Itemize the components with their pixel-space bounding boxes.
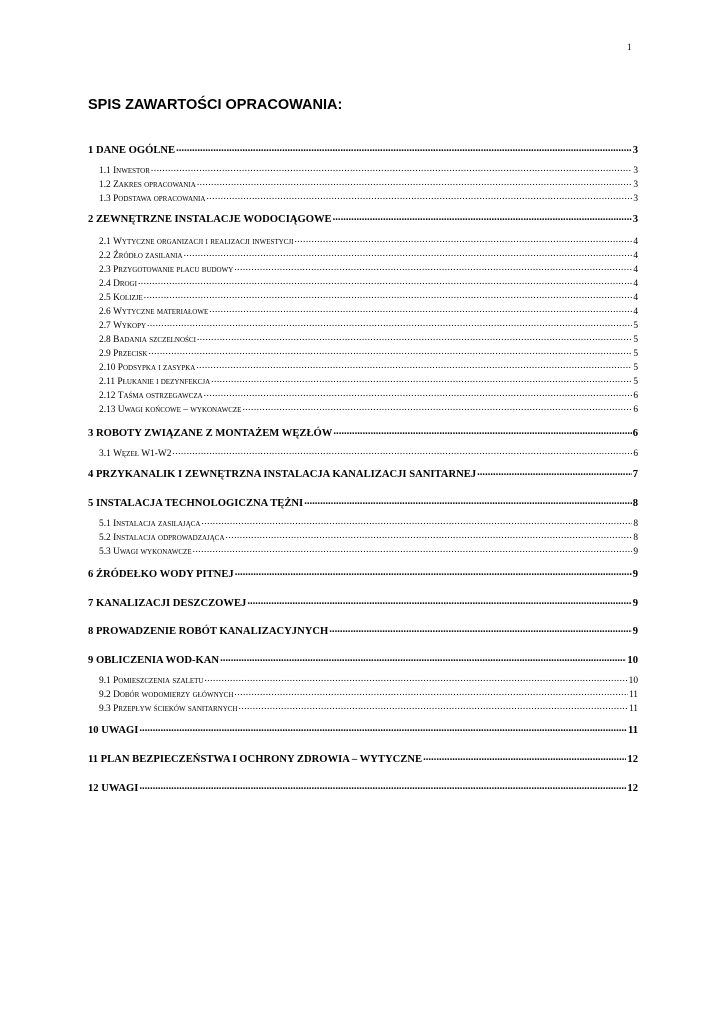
toc-page-number: 11 bbox=[628, 690, 638, 701]
toc-text: INSTALACJA TECHNOLOGICZNA TĘŻNI bbox=[95, 497, 304, 509]
toc-text: Przecisk bbox=[113, 349, 148, 360]
toc-section[interactable] bbox=[88, 722, 638, 736]
toc-leader-dots bbox=[139, 780, 626, 791]
toc-page-number: 6 bbox=[633, 391, 638, 402]
toc-page-number: 12 bbox=[627, 753, 638, 765]
toc-number: 3 bbox=[88, 427, 94, 439]
toc-text: Wytyczne organizacji i realizacji inwestycji bbox=[113, 237, 294, 248]
toc-section[interactable] bbox=[88, 495, 638, 509]
toc-leader-dots bbox=[151, 164, 632, 173]
toc-section[interactable] bbox=[88, 780, 638, 794]
toc-text: Przygotowanie placu budowy bbox=[113, 265, 234, 276]
toc-page-number: 4 bbox=[633, 307, 638, 318]
toc-page-number: 10 bbox=[627, 654, 638, 666]
toc-subsection[interactable] bbox=[99, 333, 638, 345]
toc-page-number: 9 bbox=[633, 547, 638, 558]
toc-number: 5.3 bbox=[99, 547, 111, 558]
toc-text: Dobór wodomierzy głównych bbox=[113, 690, 234, 701]
toc-section[interactable] bbox=[88, 466, 638, 480]
toc-number: 7 bbox=[88, 597, 94, 609]
toc-leader-dots bbox=[204, 674, 627, 683]
toc-page-number: 3 bbox=[633, 166, 638, 177]
toc-leader-dots bbox=[139, 722, 627, 733]
toc-text: DANE OGÓLNE bbox=[95, 144, 176, 156]
toc-text: Zakres opracowania bbox=[113, 180, 196, 191]
toc-page-number: 11 bbox=[628, 704, 638, 715]
toc-number: 9 bbox=[88, 654, 94, 666]
toc-text: PRZYKANALIK I ZEWNĘTRZNA INSTALACJA KANALIZACJI SANITARNEJ bbox=[95, 468, 477, 480]
toc-leader-dots bbox=[220, 652, 626, 663]
toc-section[interactable] bbox=[88, 595, 638, 609]
toc-leader-dots bbox=[176, 142, 632, 153]
toc-leader-dots bbox=[193, 545, 633, 554]
toc-text: Drogi bbox=[113, 279, 137, 290]
toc-text: Węzeł W1-W2 bbox=[113, 449, 172, 460]
toc-page-number: 5 bbox=[633, 335, 638, 346]
toc-page-number: 3 bbox=[632, 213, 638, 225]
toc-number: 5.2 bbox=[99, 533, 111, 544]
toc-text: UWAGI bbox=[101, 724, 139, 736]
toc-page-number: 12 bbox=[627, 782, 638, 794]
toc-number: 2.7 bbox=[99, 321, 111, 332]
toc-page-number: 3 bbox=[632, 144, 638, 156]
toc-subsection[interactable] bbox=[99, 305, 638, 317]
toc-number: 2.3 bbox=[99, 265, 111, 276]
toc-page-number: 10 bbox=[628, 676, 638, 687]
toc-number: 1.3 bbox=[99, 194, 111, 205]
toc-leader-dots bbox=[197, 178, 633, 187]
toc-text: ZEWNĘTRZNE INSTALACJE WODOCIĄGOWE bbox=[95, 213, 332, 225]
toc-page-number: 9 bbox=[632, 625, 638, 637]
toc-text: Uwagi wykonawcze bbox=[113, 547, 192, 558]
toc-page-number: 8 bbox=[632, 497, 638, 509]
toc-page-number: 5 bbox=[633, 349, 638, 360]
toc-subsection[interactable] bbox=[99, 277, 638, 289]
toc-text: Uwagi końcowe – wykonawcze bbox=[117, 405, 242, 416]
toc-page-number: 6 bbox=[633, 449, 638, 460]
toc-leader-dots bbox=[147, 319, 632, 328]
toc-number: 2.11 bbox=[99, 377, 116, 388]
toc-page-number: 11 bbox=[627, 724, 638, 736]
toc-text: Taśma ostrzegawcza bbox=[117, 391, 203, 402]
toc-number: 2.4 bbox=[99, 279, 111, 290]
toc-number: 6 bbox=[88, 568, 94, 580]
toc-text: Instalacja odprowadzająca bbox=[113, 533, 225, 544]
toc-number: 9.2 bbox=[99, 690, 111, 701]
toc-text: Inwestor bbox=[113, 166, 150, 177]
toc-leader-dots bbox=[242, 403, 632, 412]
toc-page-number: 3 bbox=[633, 180, 638, 191]
toc-text: Instalacja zasilająca bbox=[113, 519, 201, 530]
toc-number: 1.2 bbox=[99, 180, 111, 191]
toc-subsection[interactable] bbox=[99, 545, 638, 557]
toc-number: 2.13 bbox=[99, 405, 116, 416]
toc-leader-dots bbox=[211, 375, 632, 384]
toc-leader-dots bbox=[329, 623, 631, 634]
toc-subsection[interactable] bbox=[99, 291, 638, 303]
toc-subsection[interactable] bbox=[99, 249, 638, 261]
toc-subsection[interactable] bbox=[99, 263, 638, 275]
toc-text: Badania szczelności bbox=[113, 335, 196, 346]
toc-section[interactable] bbox=[88, 652, 638, 666]
toc-number: 2.9 bbox=[99, 349, 111, 360]
toc-number: 4 bbox=[88, 468, 94, 480]
toc-leader-dots bbox=[333, 425, 631, 436]
toc-subsection[interactable] bbox=[99, 531, 638, 543]
toc-text: Podsypka i zasypka bbox=[117, 363, 196, 374]
toc-section[interactable] bbox=[88, 425, 638, 439]
toc-page-number: 5 bbox=[633, 321, 638, 332]
toc-number: 2.5 bbox=[99, 293, 111, 304]
toc-page-number: 4 bbox=[633, 279, 638, 290]
toc-page-number: 9 bbox=[632, 568, 638, 580]
toc-section[interactable] bbox=[88, 211, 638, 225]
toc-text: Pomieszczenia szaletu bbox=[113, 676, 204, 687]
toc-number: 1 bbox=[88, 144, 94, 156]
toc-leader-dots bbox=[201, 517, 632, 526]
toc-number: 2.2 bbox=[99, 251, 111, 262]
toc-subsection[interactable] bbox=[99, 375, 638, 387]
toc-leader-dots bbox=[247, 595, 631, 606]
toc-page-number: 8 bbox=[633, 533, 638, 544]
toc-subsection[interactable] bbox=[99, 347, 638, 359]
toc-text: PLAN BEZPIECZEŃSTWA I OCHRONY ZDROWIA – WYTYCZNE bbox=[100, 753, 423, 765]
toc-text: PROWADZENIE ROBÓT KANALIZACYJNYCH bbox=[95, 625, 329, 637]
toc-leader-dots bbox=[239, 702, 628, 711]
toc-leader-dots bbox=[138, 277, 632, 286]
toc-page-number: 7 bbox=[632, 468, 638, 480]
toc-number: 2 bbox=[88, 213, 94, 225]
toc-page-number: 5 bbox=[633, 363, 638, 374]
toc-number: 3.1 bbox=[99, 449, 111, 460]
toc-subsection[interactable] bbox=[99, 403, 638, 415]
toc-text: KANALIZACJI DESZCZOWEJ bbox=[95, 597, 247, 609]
toc-subsection[interactable] bbox=[99, 389, 638, 401]
toc-page-number: 6 bbox=[633, 405, 638, 416]
toc-number: 2.1 bbox=[99, 237, 111, 248]
toc-number: 10 bbox=[88, 724, 99, 736]
toc-leader-dots bbox=[234, 688, 628, 697]
toc-number: 2.10 bbox=[99, 363, 116, 374]
toc-page-number: 4 bbox=[633, 265, 638, 276]
toc-subsection[interactable] bbox=[99, 702, 638, 714]
toc-leader-dots bbox=[226, 531, 633, 540]
toc-text: ROBOTY ZWIĄZANE Z MONTAŻEM WĘZŁÓW bbox=[95, 427, 333, 439]
toc-subsection[interactable] bbox=[99, 447, 638, 459]
toc-leader-dots bbox=[172, 447, 632, 456]
toc-number: 8 bbox=[88, 625, 94, 637]
toc-section[interactable] bbox=[88, 142, 638, 156]
toc-number: 1.1 bbox=[99, 166, 111, 177]
toc-number: 9.3 bbox=[99, 704, 111, 715]
toc-leader-dots bbox=[184, 249, 633, 258]
toc-subsection[interactable] bbox=[99, 164, 638, 176]
toc-leader-dots bbox=[234, 263, 632, 272]
toc-page-number: 5 bbox=[633, 377, 638, 388]
toc-page-number: 4 bbox=[633, 251, 638, 262]
toc-page-number: 4 bbox=[633, 237, 638, 248]
toc-subsection[interactable] bbox=[99, 319, 638, 331]
toc-leader-dots bbox=[204, 389, 633, 398]
toc-number: 9.1 bbox=[99, 676, 111, 687]
toc-text: Kolizje bbox=[113, 293, 143, 304]
toc-page-number: 6 bbox=[632, 427, 638, 439]
toc-number: 5.1 bbox=[99, 519, 111, 530]
toc-subsection[interactable] bbox=[99, 688, 638, 700]
toc-page-number: 8 bbox=[633, 519, 638, 530]
toc-number: 5 bbox=[88, 497, 94, 509]
toc-page-number: 4 bbox=[633, 293, 638, 304]
toc-text: Płukanie i dezynfekcja bbox=[117, 377, 211, 388]
toc-subsection[interactable] bbox=[99, 192, 638, 204]
toc-subsection[interactable] bbox=[99, 361, 638, 373]
toc-page-number: 3 bbox=[633, 194, 638, 205]
toc-section[interactable] bbox=[88, 623, 638, 637]
toc-leader-dots bbox=[148, 347, 632, 356]
toc-text: Wykopy bbox=[113, 321, 147, 332]
toc-section[interactable] bbox=[88, 751, 638, 765]
toc-text: Źródło zasilania bbox=[113, 251, 183, 262]
toc-section[interactable] bbox=[88, 566, 638, 580]
toc-text: ŹRÓDEŁKO WODY PITNEJ bbox=[95, 568, 234, 580]
toc-subsection[interactable] bbox=[99, 674, 638, 686]
toc-number: 2.12 bbox=[99, 391, 116, 402]
toc-text: UWAGI bbox=[101, 782, 139, 794]
toc-text: Przepływ ścieków sanitarnych bbox=[113, 704, 238, 715]
toc-leader-dots bbox=[333, 211, 632, 222]
toc-leader-dots bbox=[294, 235, 632, 244]
toc-number: 12 bbox=[88, 782, 99, 794]
toc-leader-dots bbox=[477, 466, 632, 477]
toc-subsection[interactable] bbox=[99, 235, 638, 247]
toc-subsection[interactable] bbox=[99, 178, 638, 190]
toc-leader-dots bbox=[144, 291, 633, 300]
toc-leader-dots bbox=[209, 305, 632, 314]
toc-text: Wytyczne materiałowe bbox=[113, 307, 209, 318]
toc-leader-dots bbox=[196, 361, 632, 370]
toc-leader-dots bbox=[304, 495, 632, 506]
toc-leader-dots bbox=[423, 751, 626, 762]
toc-number: 11 bbox=[88, 753, 99, 765]
toc-leader-dots bbox=[235, 566, 632, 577]
page-number: 1 bbox=[627, 42, 632, 52]
toc-text: Podstawa opracowania bbox=[113, 194, 206, 205]
toc-title: SPIS ZAWARTOŚCI OPRACOWANIA: bbox=[88, 97, 343, 113]
toc-number: 2.6 bbox=[99, 307, 111, 318]
toc-page-number: 9 bbox=[632, 597, 638, 609]
toc-leader-dots bbox=[197, 333, 632, 342]
toc-number: 2.8 bbox=[99, 335, 111, 346]
toc-subsection[interactable] bbox=[99, 517, 638, 529]
toc-text: OBLICZENIA WOD-KAN bbox=[95, 654, 220, 666]
toc-leader-dots bbox=[206, 192, 632, 201]
